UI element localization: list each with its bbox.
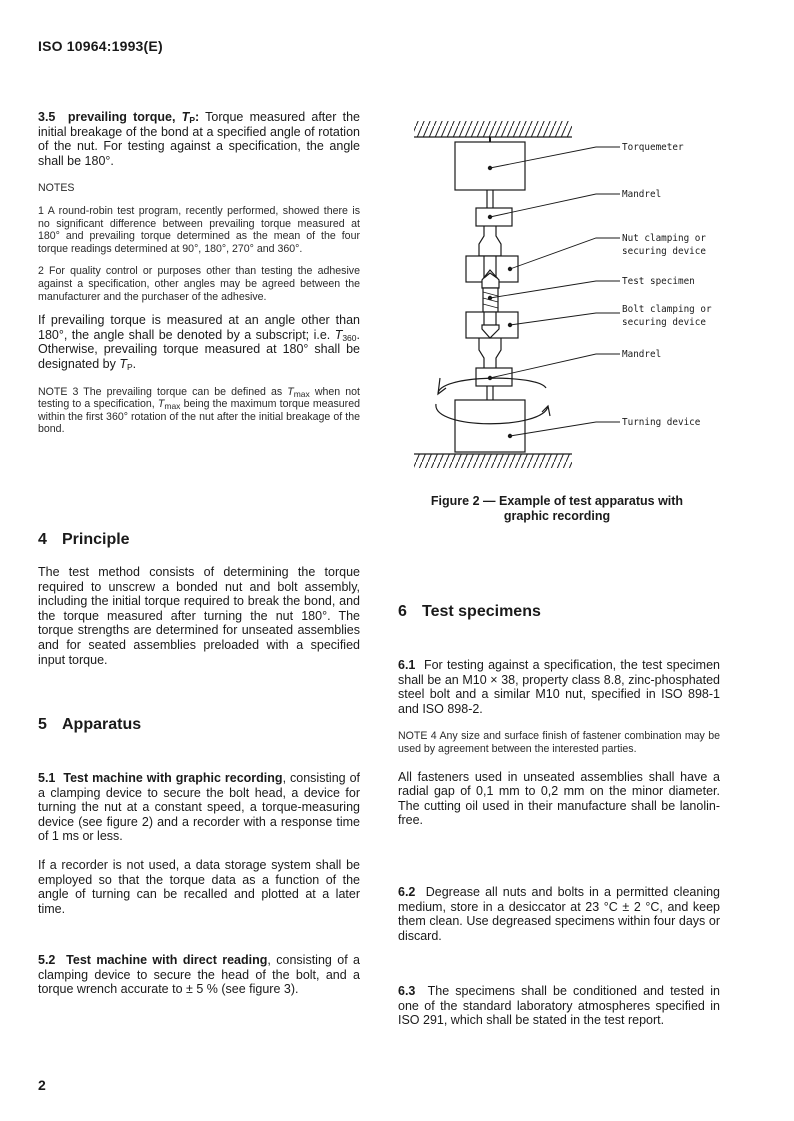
page-number: 2 xyxy=(38,1077,46,1093)
label-torquemeter: Torquemeter xyxy=(622,142,684,153)
note-2: 2 For quality control or purposes other than testing the adhesive against a specification, other angles may be agreed between the manufacturer and the purchaser of the adhesive. xyxy=(38,265,360,303)
label-bolt-clamp-line1: Bolt clamping or xyxy=(622,304,712,315)
term: prevailing torque, xyxy=(67,110,176,124)
test-apparatus-diagram xyxy=(398,112,728,482)
label-nut-clamp-line1: Nut clamping or xyxy=(622,233,706,244)
clause-5-1-para-2: If a recorder is not used, a data storage system shall be employed so that the torque data as a function of the angle of turning can be recalled and plotted at a later time. xyxy=(38,857,360,916)
symbol-tp: T xyxy=(119,356,127,371)
label-bolt-clamp-line2: securing device xyxy=(622,317,706,328)
top-fixed-support xyxy=(414,121,572,137)
principle-text: The test method consists of determining the torque required to unscrew a bonded nut and bolt assembly, including the initial torque required to break the bond, and the torque measured after turning the nut 180°. The torque strengths are determined for unseated assemblies and for seated assemblies preloaded with a specified input torque. xyxy=(38,565,360,667)
definition-3-5: 3.5 prevailing torque, $T_P$: Torque measured after the initial breakage of the bond at a specified angle of rotation of the nut. For testing against a specification, the angle shall be 180°. xyxy=(38,110,360,168)
label-mandrel-bottom: Mandrel xyxy=(622,349,662,360)
label-test-specimen: Test specimen xyxy=(622,276,695,287)
left-column xyxy=(38,110,360,436)
clause-6-1-block xyxy=(398,658,720,828)
notes-heading: NOTES xyxy=(38,182,75,195)
mandrel-upper xyxy=(476,208,512,226)
section-4-body xyxy=(38,565,360,667)
clause-5-2-title: Test machine with direct reading xyxy=(66,953,268,967)
term-symbol: T xyxy=(181,110,190,124)
label-nut-clamp-line2: securing device xyxy=(622,246,706,257)
clause-5-2-block xyxy=(38,953,360,997)
section-4-heading: 4 Principle xyxy=(38,531,130,548)
figure-2-caption: Figure 2 — Example of test apparatus with graphic recording xyxy=(430,494,684,523)
definition-text: Torque measured after the initial breakage of the bond at a specified angle of rotation of the nut. For testing against a specification, the angle shall be 180°. xyxy=(38,110,360,168)
label-turning-device: Turning device xyxy=(622,417,701,428)
clause-5-1-title: Test machine with graphic recording xyxy=(63,771,283,785)
clause-5-1: 5.1 Test machine with graphic recording, consisting of a clamping device to secure the bolt head, a device for turning the nut at a constant speed, a torque-measuring device (see figure 2) and a recorder with a response time of 1 ms or less. xyxy=(38,771,361,844)
bottom-fixed-support xyxy=(414,454,572,468)
section-6-heading: 6 Test specimens xyxy=(398,603,541,620)
note-3: NOTE 3 The prevailing torque can be defined as $T_{max}$ when not testing to a specification, $T_{max}$ being the maximum torque measured within the first 360° rotation of the nut after the initial breakage of the bond. xyxy=(38,385,360,436)
term-symbol-sub: P xyxy=(189,115,195,125)
clause-5-2: 5.2 Test machine with direct reading, consisting of a clamping device to secure the head of the bolt, and a torque wrench accurate to ± 5 % (see figure 3). xyxy=(38,953,361,997)
note-1: 1 A round-robin test program, recently performed, showed there is no significant difference between prevailing torque measured at 180° and prevailing torque determined as the mean of the four torque readings determined at 90°, 180°, 270° and 360°. xyxy=(38,204,360,255)
clause-6-1-para-2: All fasteners used in unseated assemblies shall have a radial gap of 0,1 mm to 0,2 mm on the minor diameter. The cutting oil used in their manufacture shall be lanolin-free. xyxy=(398,769,720,828)
symbol-t360: T xyxy=(334,327,343,342)
clause-6-3: 6.3 The specimens shall be conditioned and tested in one of the standard laboratory atmospheres specified in ISO 291, which shall be stated in the test report. xyxy=(398,984,720,1028)
clause-6-3-block xyxy=(398,984,720,1028)
clause-6-1: 6.1 For testing against a specification, the test specimen shall be an M10 × 38, property class 8.8, zinc-phosphated steel bolt and a similar M10 nut, specified in ISO 898-1 and ISO 898-2. xyxy=(398,658,720,716)
turning-device xyxy=(455,400,525,452)
clause-6-2: 6.2 Degrease all nuts and bolts in a permitted cleaning medium, store in a desiccator at 23 °C ± 2 °C, and keep them clean. Use degreased specimens within four days or discard. xyxy=(398,885,720,943)
symbol-tmax: T xyxy=(287,385,294,398)
label-mandrel-top: Mandrel xyxy=(622,189,662,200)
section-5-body xyxy=(38,771,360,916)
document-header: ISO 10964:1993(E) xyxy=(38,38,163,54)
angle-subscript-paragraph: If prevailing torque is measured at an angle other than 180°, the angle shall be denoted by a subscript; i.e. $T_{360}$. Otherwise, prevailing torque measured at 180° shall be designated by $T_P$. xyxy=(38,313,360,372)
note-4: NOTE 4 Any size and surface finish of fastener combination may be used by agreement between the interested parties. xyxy=(398,730,720,755)
section-5-heading: 5 Apparatus xyxy=(38,716,142,733)
clause-number: 3.5 xyxy=(38,110,56,124)
clause-6-2-block xyxy=(398,885,720,943)
